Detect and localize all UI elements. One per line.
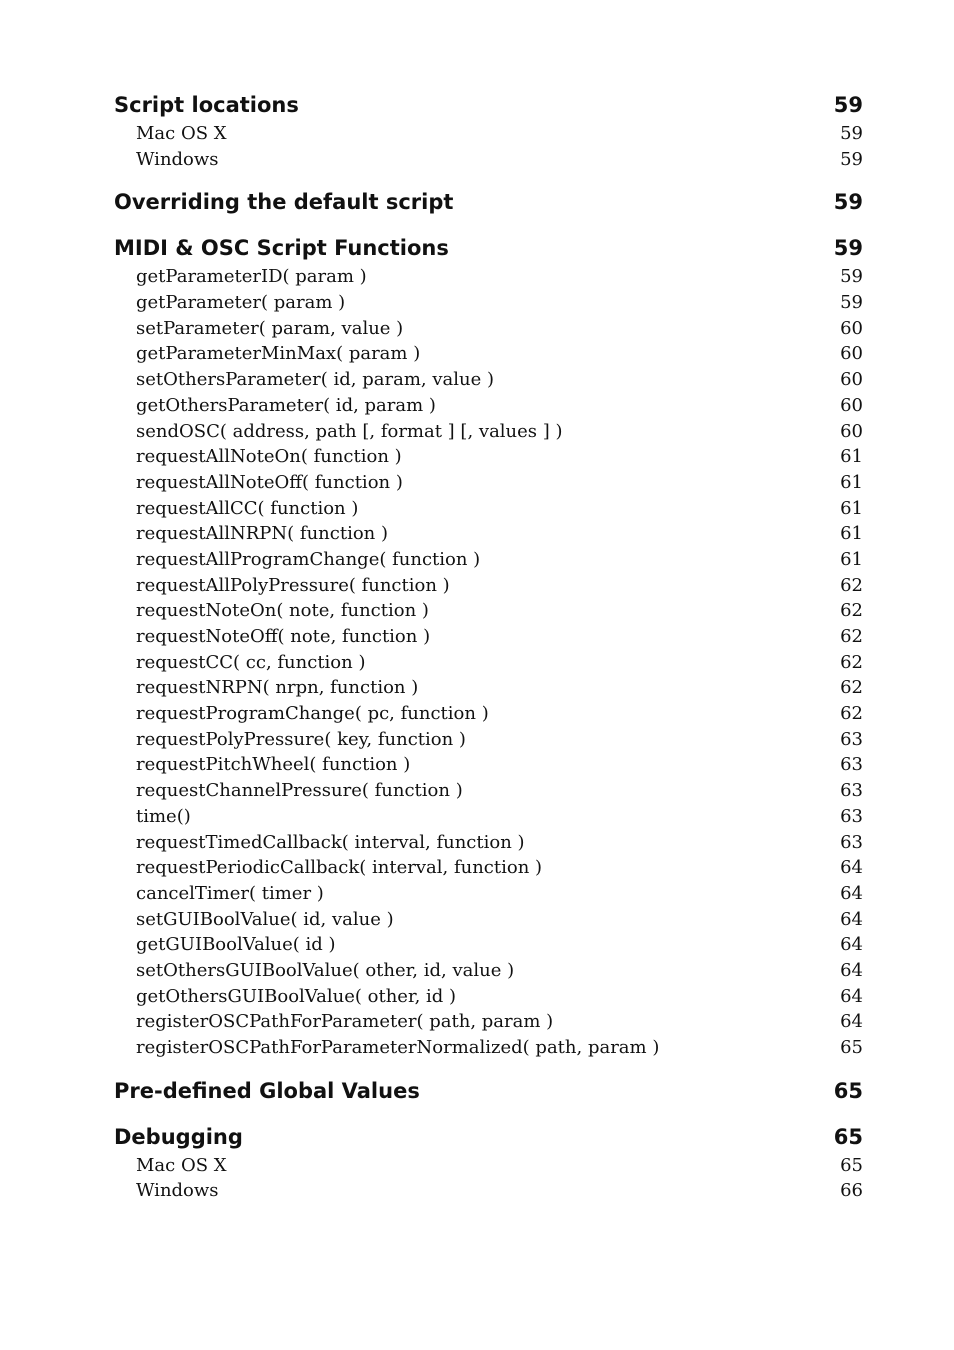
entry-page-number: 59 <box>840 266 863 288</box>
toc-entry[interactable] <box>136 341 863 367</box>
section-gap <box>114 1107 863 1121</box>
entry-label: registerOSCPathForParameter( path, param ) <box>136 1011 554 1033</box>
toc-entry[interactable] <box>136 1009 863 1035</box>
entry-label: requestPolyPressure( key, function ) <box>136 728 466 750</box>
entry-page-number: 63 <box>840 831 863 853</box>
entry-page-number: 64 <box>840 1011 863 1033</box>
toc-entry[interactable] <box>136 958 863 984</box>
section-page-number: 65 <box>833 1124 863 1149</box>
entry-label: registerOSCPathForParameterNormalized( path, param ) <box>136 1037 660 1058</box>
toc-section <box>114 186 863 232</box>
entry-label: requestNRPN( nrpn, function ) <box>136 677 419 699</box>
entry-page-number: 62 <box>840 574 863 596</box>
toc-entry[interactable] <box>136 778 863 804</box>
toc-entry[interactable] <box>136 932 863 958</box>
entry-label: requestProgramChange( pc, function ) <box>136 703 489 725</box>
entry-list <box>114 121 863 172</box>
entry-page-number: 59 <box>840 292 863 314</box>
toc-entry[interactable] <box>136 855 863 881</box>
entry-page-number: 62 <box>840 600 863 622</box>
entry-page-number: 63 <box>840 780 863 802</box>
entry-page-number: 64 <box>840 882 863 904</box>
entry-page-number: 59 <box>840 148 863 170</box>
toc-entry[interactable] <box>136 1178 863 1204</box>
toc-section <box>114 89 863 186</box>
entry-page-number: 63 <box>840 805 863 827</box>
section-page-number: 59 <box>833 236 863 261</box>
entry-page-number: 60 <box>840 394 863 416</box>
toc-entry[interactable] <box>136 290 863 316</box>
toc-entry[interactable] <box>136 830 863 856</box>
entry-label: setGUIBoolValue( id, value ) <box>136 908 394 930</box>
toc-entry[interactable] <box>136 147 863 173</box>
section-gap <box>114 218 863 232</box>
entry-label: Mac OS X <box>136 1154 227 1176</box>
entry-page-number: 59 <box>840 123 863 144</box>
entry-page-number: 61 <box>840 548 863 570</box>
entry-label: requestAllNoteOff( function ) <box>136 471 403 493</box>
entry-label: getOthersParameter( id, param ) <box>136 394 436 416</box>
section-gap <box>114 1061 863 1075</box>
toc-entry[interactable] <box>136 316 863 342</box>
section-heading[interactable] <box>114 89 863 121</box>
toc-entry[interactable] <box>136 624 863 650</box>
toc-entry[interactable] <box>136 881 863 907</box>
toc-entry[interactable] <box>136 650 863 676</box>
entry-label: getParameter( param ) <box>136 292 346 314</box>
entry-label: getParameterID( param ) <box>136 266 367 288</box>
section-page-number: 59 <box>833 93 863 117</box>
entry-label: getGUIBoolValue( id ) <box>136 934 336 956</box>
entry-page-number: 60 <box>840 317 863 339</box>
toc-entry[interactable] <box>136 444 863 470</box>
section-title: Script locations <box>114 93 299 117</box>
toc-entry[interactable] <box>136 984 863 1010</box>
table-of-contents <box>114 89 863 1204</box>
entry-label: requestAllNRPN( function ) <box>136 523 389 545</box>
toc-entry[interactable] <box>136 121 863 147</box>
entry-page-number: 62 <box>840 651 863 673</box>
toc-entry[interactable] <box>136 393 863 419</box>
section-gap <box>114 172 863 186</box>
entry-page-number: 60 <box>840 420 863 442</box>
entry-page-number: 61 <box>840 471 863 493</box>
entry-page-number: 61 <box>840 497 863 519</box>
entry-list <box>114 1153 863 1204</box>
toc-entry[interactable] <box>136 573 863 599</box>
entry-label: cancelTimer( timer ) <box>136 882 324 904</box>
entry-label: requestCC( cc, function ) <box>136 651 366 673</box>
entry-label: requestAllCC( function ) <box>136 497 359 519</box>
section-title: Debugging <box>114 1124 243 1149</box>
entry-label: time() <box>136 805 191 827</box>
toc-entry[interactable] <box>136 1035 863 1061</box>
section-title: MIDI & OSC Script Functions <box>114 236 449 261</box>
entry-page-number: 64 <box>840 908 863 930</box>
entry-page-number: 63 <box>840 728 863 750</box>
entry-label: requestNoteOn( note, function ) <box>136 600 429 622</box>
entry-label: Windows <box>136 1180 219 1202</box>
toc-entry[interactable] <box>136 496 863 522</box>
toc-entry[interactable] <box>136 907 863 933</box>
entry-page-number: 66 <box>840 1180 863 1202</box>
entry-page-number: 64 <box>840 959 863 981</box>
entry-label: requestNoteOff( note, function ) <box>136 626 431 647</box>
toc-entry[interactable] <box>136 701 863 727</box>
entry-label: sendOSC( address, path [, format ] [, values ] ) <box>136 420 563 442</box>
toc-entry[interactable] <box>136 727 863 753</box>
toc-entry[interactable] <box>136 264 863 290</box>
entry-label: setOthersParameter( id, param, value ) <box>136 369 494 391</box>
entry-label: getParameterMinMax( param ) <box>136 343 421 365</box>
section-heading[interactable] <box>114 1075 863 1107</box>
section-title: Overriding the default script <box>114 190 454 215</box>
entry-label: requestAllNoteOn( function ) <box>136 446 402 468</box>
entry-label: requestTimedCallback( interval, function ) <box>136 831 525 853</box>
entry-label: requestAllProgramChange( function ) <box>136 548 481 570</box>
entry-page-number: 62 <box>840 626 863 647</box>
entry-label: requestPeriodicCallback( interval, function ) <box>136 857 543 879</box>
entry-page-number: 60 <box>840 369 863 391</box>
toc-entry[interactable] <box>136 521 863 547</box>
toc-entry[interactable] <box>136 1153 863 1179</box>
toc-entry[interactable] <box>136 804 863 830</box>
entry-page-number: 65 <box>840 1154 863 1176</box>
entry-label: requestPitchWheel( function ) <box>136 754 411 776</box>
toc-entry[interactable] <box>136 675 863 701</box>
entry-page-number: 61 <box>840 523 863 545</box>
entry-label: requestChannelPressure( function ) <box>136 780 463 802</box>
entry-page-number: 63 <box>840 754 863 776</box>
toc-entry[interactable] <box>136 752 863 778</box>
toc-entry[interactable] <box>136 598 863 624</box>
toc-section <box>114 232 863 1074</box>
entry-list <box>114 264 863 1060</box>
entry-page-number: 64 <box>840 857 863 879</box>
section-heading[interactable] <box>114 1121 863 1153</box>
toc-section <box>114 1075 863 1121</box>
section-heading[interactable] <box>114 186 863 218</box>
toc-entry[interactable] <box>136 419 863 445</box>
toc-entry[interactable] <box>136 470 863 496</box>
entry-page-number: 64 <box>840 985 863 1007</box>
entry-label: requestAllPolyPressure( function ) <box>136 574 450 596</box>
section-title: Pre-defined Global Values <box>114 1078 420 1103</box>
entry-page-number: 62 <box>840 703 863 725</box>
entry-page-number: 61 <box>840 446 863 468</box>
toc-entry[interactable] <box>136 367 863 393</box>
toc-section <box>114 1121 863 1204</box>
entry-page-number: 62 <box>840 677 863 699</box>
entry-page-number: 64 <box>840 934 863 956</box>
entry-label: setParameter( param, value ) <box>136 317 404 339</box>
entry-page-number: 65 <box>840 1037 863 1058</box>
entry-page-number: 60 <box>840 343 863 365</box>
section-page-number: 59 <box>833 190 863 215</box>
entry-label: Mac OS X <box>136 123 227 144</box>
entry-label: Windows <box>136 148 219 170</box>
entry-label: getOthersGUIBoolValue( other, id ) <box>136 985 457 1007</box>
toc-entry[interactable] <box>136 547 863 573</box>
entry-label: setOthersGUIBoolValue( other, id, value ) <box>136 959 515 981</box>
section-page-number: 65 <box>833 1078 863 1103</box>
section-heading[interactable] <box>114 232 863 264</box>
